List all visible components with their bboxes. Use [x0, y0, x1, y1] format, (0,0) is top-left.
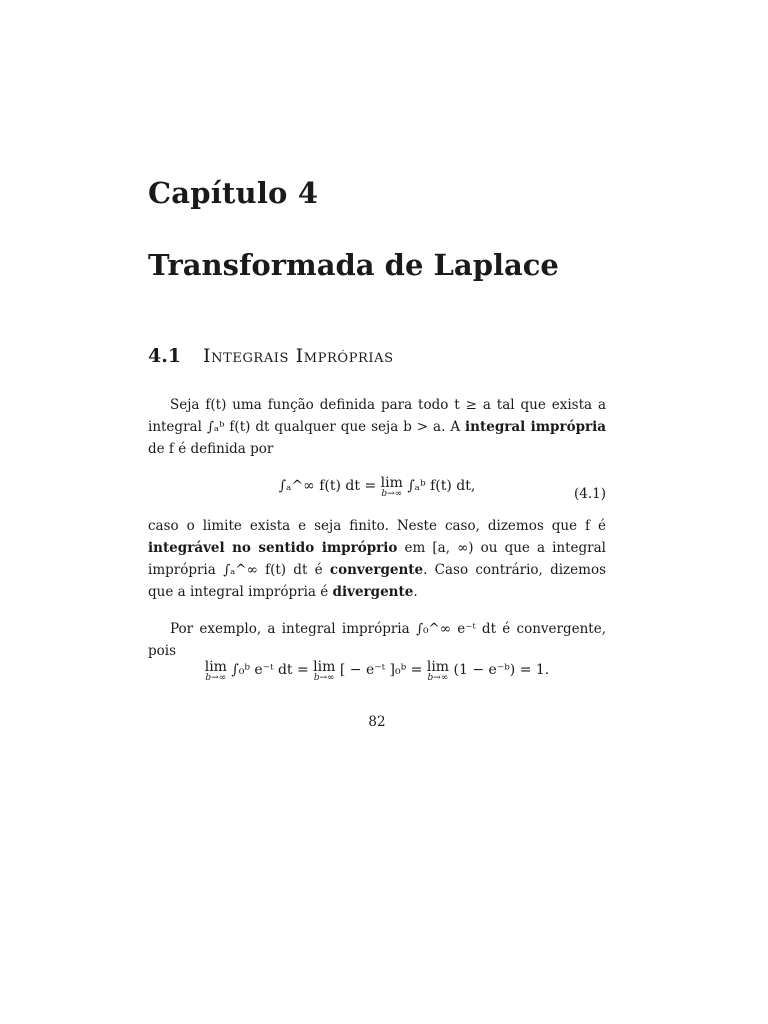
section-number: 4.1	[148, 345, 182, 367]
equation1-limit	[380, 475, 403, 500]
equation2-limit-1	[204, 659, 227, 684]
lim-subscript: b→∞	[313, 673, 335, 683]
equation-example	[148, 659, 606, 684]
paragraph2-text1: caso o limite exista e seja finito. Neste caso, dizemos que f é	[148, 518, 606, 534]
paragraph2-integral: ∫ₐ^∞ f(t) dt	[223, 562, 308, 578]
term-integravel: integrável no sentido impróprio	[148, 540, 398, 556]
equation1-lhs: ∫ₐ^∞ f(t) dt =	[278, 478, 377, 494]
paragraph3-text1: Por exemplo, a integral imprópria	[170, 621, 410, 637]
equation-number: (4.1)	[573, 486, 606, 502]
paragraph-definition	[148, 394, 606, 460]
paragraph2-text4: . Caso contrário, dizemos que a integral imprópria é	[148, 562, 607, 600]
paragraph1-line2-mid: qualquer que seja b > a. A	[274, 419, 461, 435]
paragraph1-integral: ∫ₐᵇ f(t) dt	[206, 419, 270, 435]
document-page	[148, 0, 606, 1024]
section-title: Integrais Impróprias	[203, 345, 394, 367]
term-divergente: divergente	[332, 584, 414, 600]
paragraph-convergence	[148, 515, 606, 603]
paragraph-example	[148, 618, 606, 662]
lim-text: lim	[426, 659, 450, 675]
paragraph1-line1: Seja f(t) uma função definida para todo t ≥ a tal que exista a	[170, 397, 606, 413]
equation2-limit-3	[426, 659, 450, 684]
equation2-part1: ∫₀ᵇ e⁻ᵗ dt =	[231, 662, 309, 678]
paragraph1-line2-pre: integral	[148, 419, 202, 435]
page-number: 82	[368, 714, 386, 730]
lim-subscript: b→∞	[205, 673, 227, 683]
equation2-part2: [ − e⁻ᵗ ]₀ᵇ =	[339, 662, 423, 678]
term-integral-impropria: integral imprópria	[465, 419, 607, 435]
paragraph3-text2: é convergente, pois	[148, 621, 607, 659]
paragraph1-line3: de f é definida por	[148, 441, 274, 457]
lim-text: lim	[313, 659, 336, 675]
paragraph2-text5: .	[413, 584, 418, 600]
lim-text: lim	[380, 475, 403, 491]
paragraph2-text3: é	[314, 562, 323, 578]
equation2-part3: (1 − e⁻ᵇ) = 1.	[453, 662, 550, 678]
chapter-label: Capítulo 4	[148, 176, 319, 210]
lim-text: lim	[204, 659, 227, 675]
equation2-limit-2	[313, 659, 336, 684]
paragraph2-text2: em [a, ∞) ou que a integral imprópria	[148, 540, 606, 578]
paragraph3-integral: ∫₀^∞ e⁻ᵗ dt	[415, 621, 496, 637]
equation-4-1	[148, 475, 606, 502]
lim-subscript: b→∞	[381, 489, 403, 499]
term-convergente: convergente	[329, 562, 424, 578]
lim-subscript: b→∞	[427, 673, 449, 683]
equation1-rhs: ∫ₐᵇ f(t) dt,	[407, 478, 476, 494]
section-heading	[148, 345, 394, 367]
chapter-title: Transformada de Laplace	[148, 248, 559, 282]
